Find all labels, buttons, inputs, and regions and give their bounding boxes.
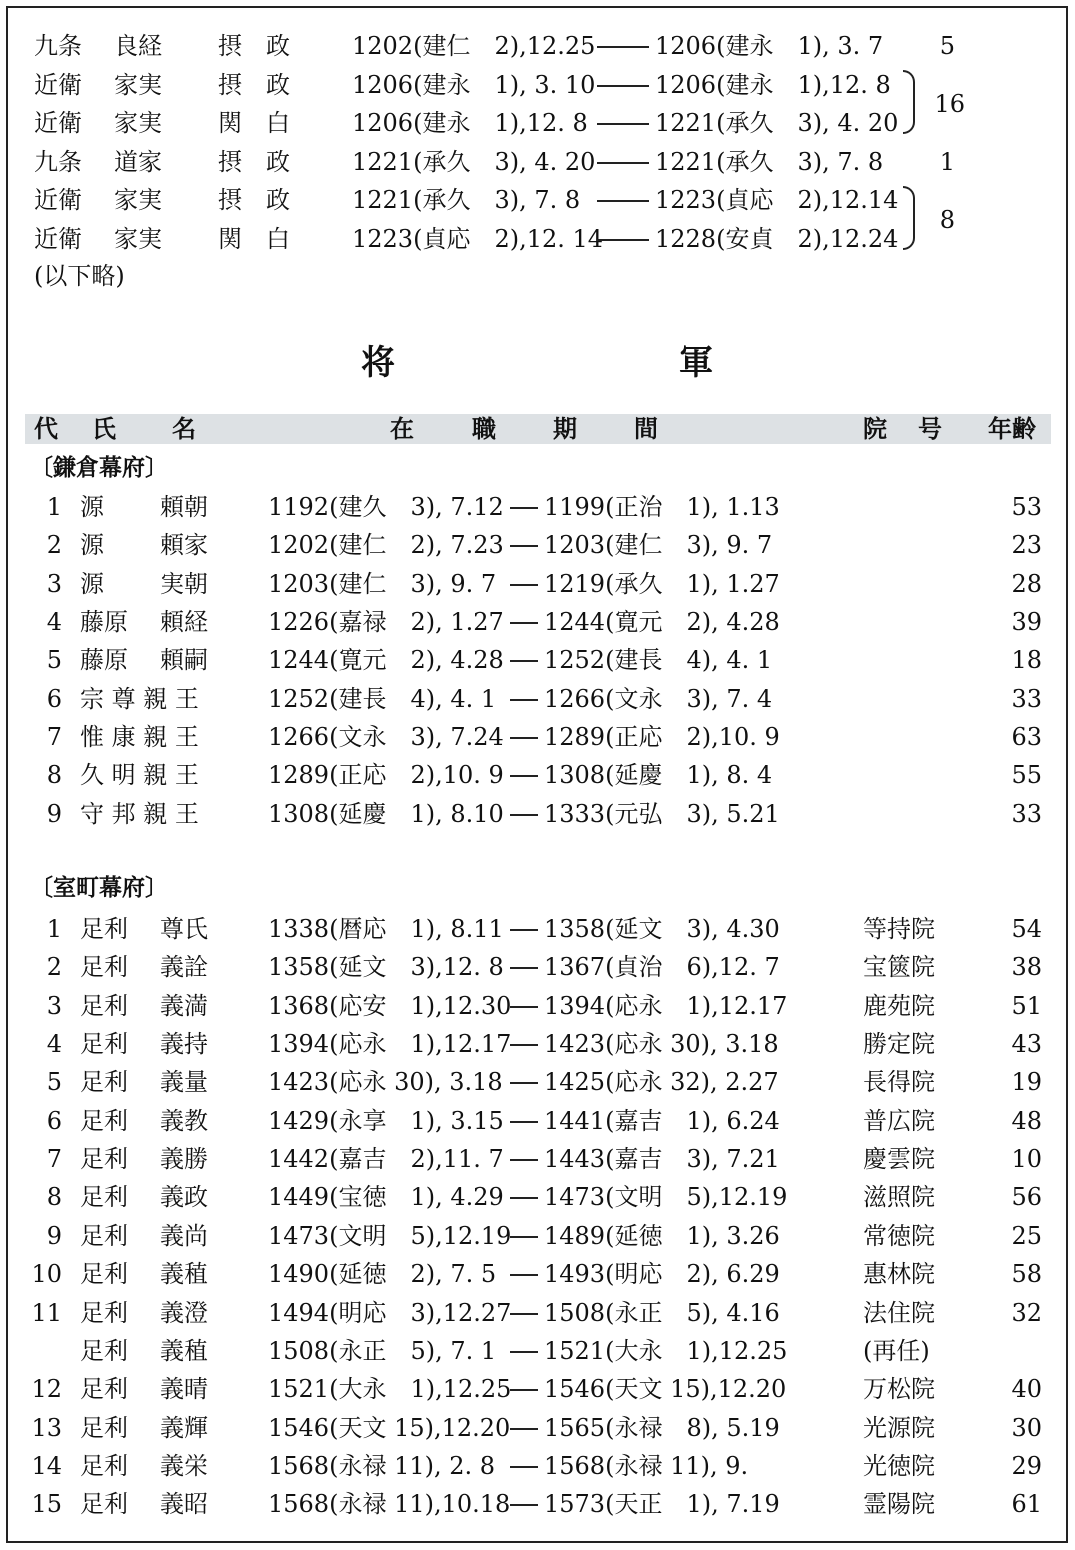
shogun-row xyxy=(0,1025,1075,1063)
shogun-temple: 法住院 xyxy=(863,1298,935,1327)
shogun-end: 1266(文永 3), 7. 4 xyxy=(544,684,773,713)
regent-title: 関 白 xyxy=(218,109,290,138)
shogun-age: 23 xyxy=(1011,531,1042,560)
shogun-end: 1521(大永 1),12.25 xyxy=(544,1336,788,1365)
table-header xyxy=(25,414,1051,444)
shogun-generation: 8 xyxy=(46,1183,62,1212)
regent-row xyxy=(0,143,1075,181)
shogun-family: 源 xyxy=(80,569,104,598)
regent-family: 九条 xyxy=(34,147,82,176)
shogun-row xyxy=(0,1370,1075,1408)
shogun-generation: 2 xyxy=(46,531,62,560)
shogun-age: 10 xyxy=(1011,1145,1042,1174)
shogun-start: 1358(延文 3),12. 8 xyxy=(268,953,504,982)
shogun-family: 足利 xyxy=(80,991,128,1020)
shogun-family: 足利 xyxy=(80,1260,128,1289)
shogun-dash xyxy=(510,584,538,586)
regent-dash xyxy=(597,239,649,241)
section-label-muromachi: 〔室町幕府〕 xyxy=(30,875,168,901)
shogun-family: 足利 xyxy=(80,1336,128,1365)
shogun-start: 1226(嘉禄 2), 1.27 xyxy=(268,608,504,637)
shogun-temple: 宝篋院 xyxy=(863,953,935,982)
shogun-end: 1473(文明 5),12.19 xyxy=(544,1183,788,1212)
shogun-generation: 1 xyxy=(46,493,62,521)
shogun-name: 頼嗣 xyxy=(160,646,208,675)
regent-family: 近衛 xyxy=(34,70,82,99)
shogun-name: 義教 xyxy=(160,1106,208,1135)
shogun-temple: 光徳院 xyxy=(863,1451,935,1480)
header-period-3: 期 xyxy=(553,415,577,443)
shogun-start: 1368(応安 1),12.30 xyxy=(268,991,512,1020)
shogun-name: 義昭 xyxy=(160,1490,208,1519)
shogun-age: 28 xyxy=(1011,569,1042,598)
shogun-age: 51 xyxy=(1011,991,1042,1020)
shogun-name: 義輝 xyxy=(160,1413,208,1442)
shogun-row xyxy=(0,795,1075,833)
shogun-row xyxy=(0,1255,1075,1293)
shogun-name: 義晴 xyxy=(160,1375,208,1404)
shogun-family: 足利 xyxy=(80,953,128,982)
regent-end: 1228(安貞 2),12.24 xyxy=(655,225,899,253)
regent-years: 1 xyxy=(939,147,955,176)
regent-brace-2 xyxy=(903,186,915,250)
shogun-family: 足利 xyxy=(80,1451,128,1480)
header-name: 名 xyxy=(172,415,196,443)
shogun-name: 義澄 xyxy=(160,1298,208,1327)
shogun-start: 1521(大永 1),12.25 xyxy=(268,1375,512,1404)
regent-name: 家実 xyxy=(114,70,162,99)
shogun-row xyxy=(0,1447,1075,1485)
shogun-age: 32 xyxy=(1011,1298,1042,1327)
regent-start: 1206(建永 1),12. 8 xyxy=(352,109,588,138)
shogun-dash xyxy=(510,1389,538,1391)
header-family: 氏 xyxy=(92,415,116,443)
shogun-generation: 3 xyxy=(46,991,62,1020)
shogun-temple: 霊陽院 xyxy=(863,1490,935,1519)
shogun-start: 1473(文明 5),12.19 xyxy=(268,1221,512,1250)
shogun-dash xyxy=(510,1236,538,1238)
shogun-dash xyxy=(510,1313,538,1315)
regent-name: 道家 xyxy=(114,147,162,176)
shogun-start: 1449(宝徳 1), 4.29 xyxy=(268,1183,504,1212)
shogun-name: 義詮 xyxy=(160,953,208,982)
shogun-end: 1565(永禄 8), 5.19 xyxy=(544,1413,780,1442)
shogun-family: 足利 xyxy=(80,1106,128,1135)
shogun-generation: 6 xyxy=(46,1106,62,1135)
shogun-temple: 常徳院 xyxy=(863,1221,935,1250)
regent-brace-years-2: 8 xyxy=(939,206,955,234)
shogun-end: 1219(承久 1), 1.27 xyxy=(544,569,780,598)
shogun-age: 40 xyxy=(1011,1375,1042,1404)
regent-family: 近衛 xyxy=(34,186,82,215)
shogun-family: 藤原 xyxy=(80,646,128,675)
shogun-generation: 12 xyxy=(31,1375,62,1404)
shogun-row xyxy=(0,641,1075,679)
shogun-family: 足利 xyxy=(80,1068,128,1097)
shogun-row xyxy=(0,756,1075,794)
shogun-row xyxy=(0,526,1075,564)
shogun-temple: 勝定院 xyxy=(863,1030,935,1059)
shogun-title-left: 将 xyxy=(361,343,395,383)
shogun-start: 1494(明応 3),12.27 xyxy=(268,1298,512,1327)
shogun-end: 1508(永正 5), 4.16 xyxy=(544,1298,780,1327)
shogun-dash xyxy=(510,775,538,777)
regent-name: 家実 xyxy=(114,109,162,138)
shogun-row xyxy=(0,1485,1075,1523)
shogun-start: 1568(永禄 11),10.18 xyxy=(268,1490,511,1519)
regent-end: 1223(貞応 2),12.14 xyxy=(655,186,899,215)
shogun-name: 義量 xyxy=(160,1068,208,1097)
header-period-1: 在 xyxy=(390,415,414,443)
shogun-name: 義政 xyxy=(160,1183,208,1212)
regent-start: 1221(承久 3), 7. 8 xyxy=(352,186,581,215)
shogun-row xyxy=(0,680,1075,718)
shogun-family: 宗 尊 親 王 xyxy=(80,684,199,713)
shogun-temple: (再任) xyxy=(863,1336,930,1365)
shogun-dash xyxy=(510,1197,538,1199)
regent-end: 1221(承久 3), 4. 20 xyxy=(655,109,899,138)
shogun-start: 1546(天文 15),12.20 xyxy=(268,1413,511,1442)
shogun-age: 18 xyxy=(1011,646,1042,675)
shogun-generation: 9 xyxy=(46,1221,62,1250)
shogun-start: 1338(暦応 1), 8.11 xyxy=(268,915,504,943)
shogun-name: 義栄 xyxy=(160,1451,208,1480)
shogun-family: 足利 xyxy=(80,1490,128,1519)
shogun-age: 48 xyxy=(1011,1106,1042,1135)
shogun-age: 29 xyxy=(1011,1451,1042,1480)
shogun-start: 1423(応永 30), 3.18 xyxy=(268,1068,503,1097)
shogun-name: 義尚 xyxy=(160,1221,208,1250)
shogun-family: 源 xyxy=(80,493,104,521)
regent-dash xyxy=(597,200,649,202)
shogun-name: 義満 xyxy=(160,991,208,1020)
shogun-dash xyxy=(510,660,538,662)
shogun-generation: 2 xyxy=(46,953,62,982)
shogun-row xyxy=(0,910,1075,948)
shogun-row xyxy=(0,1102,1075,1140)
shogun-age: 56 xyxy=(1011,1183,1042,1212)
regent-family: 近衛 xyxy=(34,109,82,138)
shogun-age: 33 xyxy=(1011,684,1042,713)
shogun-end: 1203(建仁 3), 9. 7 xyxy=(544,531,773,560)
shogun-generation: 1 xyxy=(46,915,62,943)
shogun-family: 足利 xyxy=(80,915,128,943)
shogun-name: 頼経 xyxy=(160,608,208,637)
shogun-temple: 光源院 xyxy=(863,1413,935,1442)
shogun-end: 1333(元弘 3), 5.21 xyxy=(544,799,780,828)
shogun-generation: 4 xyxy=(46,608,62,637)
regent-name: 家実 xyxy=(114,186,162,215)
regent-family: 九条 xyxy=(34,32,82,60)
regent-brace-years-1: 16 xyxy=(934,90,965,118)
shogun-start: 1202(建仁 2), 7.23 xyxy=(268,531,504,560)
regent-title: 摂 政 xyxy=(218,147,290,176)
shogun-age: 61 xyxy=(1011,1490,1042,1519)
shogun-family: 藤原 xyxy=(80,608,128,637)
shogun-end: 1573(天正 1), 7.19 xyxy=(544,1490,780,1519)
shogun-temple: 鹿苑院 xyxy=(863,991,935,1020)
shogun-name: 義稙 xyxy=(160,1260,208,1289)
regent-end: 1206(建永 1),12. 8 xyxy=(655,70,891,99)
shogun-dash xyxy=(510,967,538,969)
shogun-row xyxy=(0,1409,1075,1447)
shogun-temple: 等持院 xyxy=(863,915,935,943)
shogun-row xyxy=(0,1178,1075,1216)
shogun-family: 足利 xyxy=(80,1298,128,1327)
header-temple-2: 号 xyxy=(918,415,942,443)
shogun-start: 1508(永正 5), 7. 1 xyxy=(268,1336,497,1365)
shogun-end: 1394(応永 1),12.17 xyxy=(544,991,788,1020)
shogun-start: 1289(正応 2),10. 9 xyxy=(268,761,504,790)
shogun-age: 58 xyxy=(1011,1260,1042,1289)
shogun-dash xyxy=(510,1006,538,1008)
shogun-end: 1199(正治 1), 1.13 xyxy=(544,493,780,521)
shogun-row xyxy=(0,948,1075,986)
shogun-age: 54 xyxy=(1011,915,1042,943)
shogun-family: 足利 xyxy=(80,1183,128,1212)
shogun-row xyxy=(0,987,1075,1025)
shogun-temple: 慶雲院 xyxy=(863,1145,935,1174)
shogun-dash xyxy=(510,1428,538,1430)
shogun-name: 頼家 xyxy=(160,531,208,560)
shogun-name: 尊氏 xyxy=(160,915,208,943)
shogun-family: 足利 xyxy=(80,1221,128,1250)
shogun-title-right: 軍 xyxy=(679,343,713,383)
regent-row xyxy=(0,27,1075,65)
shogun-dash xyxy=(510,1274,538,1276)
shogun-dash xyxy=(510,699,538,701)
shogun-dash xyxy=(510,737,538,739)
shogun-end: 1493(明応 2), 6.29 xyxy=(544,1260,780,1289)
shogun-generation: 15 xyxy=(31,1490,62,1519)
shogun-row xyxy=(0,488,1075,526)
shogun-family: 久 明 親 王 xyxy=(80,761,199,790)
shogun-start: 1203(建仁 3), 9. 7 xyxy=(268,569,497,598)
shogun-generation: 11 xyxy=(31,1298,62,1327)
shogun-dash xyxy=(510,814,538,816)
shogun-start: 1429(永享 1), 3.15 xyxy=(268,1106,504,1135)
shogun-end: 1568(永禄 11), 9. xyxy=(544,1451,749,1480)
regent-years: 5 xyxy=(939,32,955,60)
regent-title: 摂 政 xyxy=(218,70,290,99)
shogun-end: 1443(嘉吉 3), 7.21 xyxy=(544,1145,780,1174)
shogun-name: 義稙 xyxy=(160,1336,208,1365)
shogun-temple: 惠林院 xyxy=(863,1260,935,1289)
shogun-family: 惟 康 親 王 xyxy=(80,723,199,752)
shogun-generation: 5 xyxy=(46,1068,62,1097)
shogun-row xyxy=(0,1332,1075,1370)
shogun-dash xyxy=(510,622,538,624)
shogun-name: 義勝 xyxy=(160,1145,208,1174)
header-period-2: 職 xyxy=(472,415,496,443)
shogun-age: 25 xyxy=(1011,1221,1042,1250)
shogun-family: 源 xyxy=(80,531,104,560)
shogun-start: 1490(延徳 2), 7. 5 xyxy=(268,1260,497,1289)
regent-dash xyxy=(597,85,649,87)
shogun-family: 足利 xyxy=(80,1413,128,1442)
shogun-start: 1266(文永 3), 7.24 xyxy=(268,723,504,752)
shogun-age: 39 xyxy=(1011,608,1042,637)
shogun-family: 守 邦 親 王 xyxy=(80,799,199,828)
shogun-name: 義持 xyxy=(160,1030,208,1059)
shogun-end: 1489(延徳 1), 3.26 xyxy=(544,1221,780,1250)
shogun-family: 足利 xyxy=(80,1145,128,1174)
shogun-start: 1394(応永 1),12.17 xyxy=(268,1030,512,1059)
shogun-row xyxy=(0,1140,1075,1178)
regent-start: 1221(承久 3), 4. 20 xyxy=(352,147,596,176)
shogun-name: 実朝 xyxy=(160,569,208,598)
shogun-age: 30 xyxy=(1011,1413,1042,1442)
shogun-generation: 7 xyxy=(46,1145,62,1174)
header-age: 年齢 xyxy=(988,415,1036,443)
shogun-end: 1423(応永 30), 3.18 xyxy=(544,1030,779,1059)
header-temple-1: 院 xyxy=(863,415,887,443)
regent-dash xyxy=(597,162,649,164)
shogun-temple: 長得院 xyxy=(863,1068,935,1097)
section-label-kamakura: 〔鎌倉幕府〕 xyxy=(30,455,168,481)
shogun-dash xyxy=(510,1044,538,1046)
regent-name: 家実 xyxy=(114,225,162,253)
header-generation: 代 xyxy=(34,415,58,443)
shogun-generation: 3 xyxy=(46,569,62,598)
shogun-dash xyxy=(510,1504,538,1506)
shogun-end: 1358(延文 3), 4.30 xyxy=(544,915,780,943)
shogun-end: 1289(正応 2),10. 9 xyxy=(544,723,780,752)
shogun-generation: 7 xyxy=(46,723,62,752)
shogun-name: 頼朝 xyxy=(160,493,208,521)
shogun-dash xyxy=(510,929,538,931)
shogun-family: 足利 xyxy=(80,1375,128,1404)
omitted-note: (以下略) xyxy=(34,262,125,290)
shogun-dash xyxy=(510,1082,538,1084)
shogun-dash xyxy=(510,1351,538,1353)
shogun-generation: 13 xyxy=(31,1413,62,1442)
shogun-generation: 6 xyxy=(46,684,62,713)
shogun-generation: 4 xyxy=(46,1030,62,1059)
shogun-start: 1244(寛元 2), 4.28 xyxy=(268,646,504,675)
shogun-generation: 10 xyxy=(31,1260,62,1289)
shogun-age: 19 xyxy=(1011,1068,1042,1097)
shogun-end: 1546(天文 15),12.20 xyxy=(544,1375,787,1404)
shogun-start: 1192(建久 3), 7.12 xyxy=(268,493,504,521)
regent-family: 近衛 xyxy=(34,225,82,253)
shogun-temple: 普広院 xyxy=(863,1106,935,1135)
shogun-age: 55 xyxy=(1011,761,1042,790)
regent-start: 1223(貞応 2),12. 14 xyxy=(352,225,604,253)
shogun-end: 1425(応永 32), 2.27 xyxy=(544,1068,779,1097)
shogun-generation: 5 xyxy=(46,646,62,675)
shogun-start: 1568(永禄 11), 2. 8 xyxy=(268,1451,496,1480)
shogun-row xyxy=(0,1294,1075,1332)
shogun-dash xyxy=(510,1121,538,1123)
header-period-4: 間 xyxy=(634,415,658,443)
regent-name: 良経 xyxy=(114,32,162,60)
regent-brace-1 xyxy=(903,70,915,134)
shogun-start: 1308(延慶 1), 8.10 xyxy=(268,799,504,828)
shogun-age: 43 xyxy=(1011,1030,1042,1059)
shogun-row xyxy=(0,1217,1075,1255)
shogun-dash xyxy=(510,545,538,547)
regent-title: 摂 政 xyxy=(218,186,290,215)
regent-end: 1206(建永 1), 3. 7 xyxy=(655,32,884,60)
regent-end: 1221(承久 3), 7. 8 xyxy=(655,147,884,176)
shogun-temple: 滋照院 xyxy=(863,1183,935,1212)
shogun-generation: 8 xyxy=(46,761,62,790)
shogun-end: 1244(寛元 2), 4.28 xyxy=(544,608,780,637)
shogun-start: 1442(嘉吉 2),11. 7 xyxy=(268,1145,504,1174)
shogun-age: 63 xyxy=(1011,723,1042,752)
shogun-end: 1367(貞治 6),12. 7 xyxy=(544,953,780,982)
shogun-dash xyxy=(510,1466,538,1468)
regent-dash xyxy=(597,46,649,48)
shogun-row xyxy=(0,718,1075,756)
shogun-temple: 万松院 xyxy=(863,1375,935,1404)
shogun-row xyxy=(0,603,1075,641)
shogun-age: 38 xyxy=(1011,953,1042,982)
shogun-age: 33 xyxy=(1011,799,1042,828)
shogun-generation: 9 xyxy=(46,799,62,828)
shogun-generation: 14 xyxy=(31,1451,62,1480)
shogun-row xyxy=(0,1063,1075,1101)
regent-title: 関 白 xyxy=(218,225,290,253)
shogun-row xyxy=(0,565,1075,603)
shogun-age: 53 xyxy=(1011,493,1042,521)
shogun-start: 1252(建長 4), 4. 1 xyxy=(268,684,497,713)
regent-start: 1202(建仁 2),12.25 xyxy=(352,32,596,60)
shogun-end: 1308(延慶 1), 8. 4 xyxy=(544,761,773,790)
shogun-dash xyxy=(510,1159,538,1161)
shogun-end: 1252(建長 4), 4. 1 xyxy=(544,646,773,675)
regent-start: 1206(建永 1), 3. 10 xyxy=(352,70,596,99)
shogun-family: 足利 xyxy=(80,1030,128,1059)
regent-title: 摂 政 xyxy=(218,32,290,60)
shogun-dash xyxy=(510,507,538,509)
regent-dash xyxy=(597,123,649,125)
shogun-end: 1441(嘉吉 1), 6.24 xyxy=(544,1106,780,1135)
